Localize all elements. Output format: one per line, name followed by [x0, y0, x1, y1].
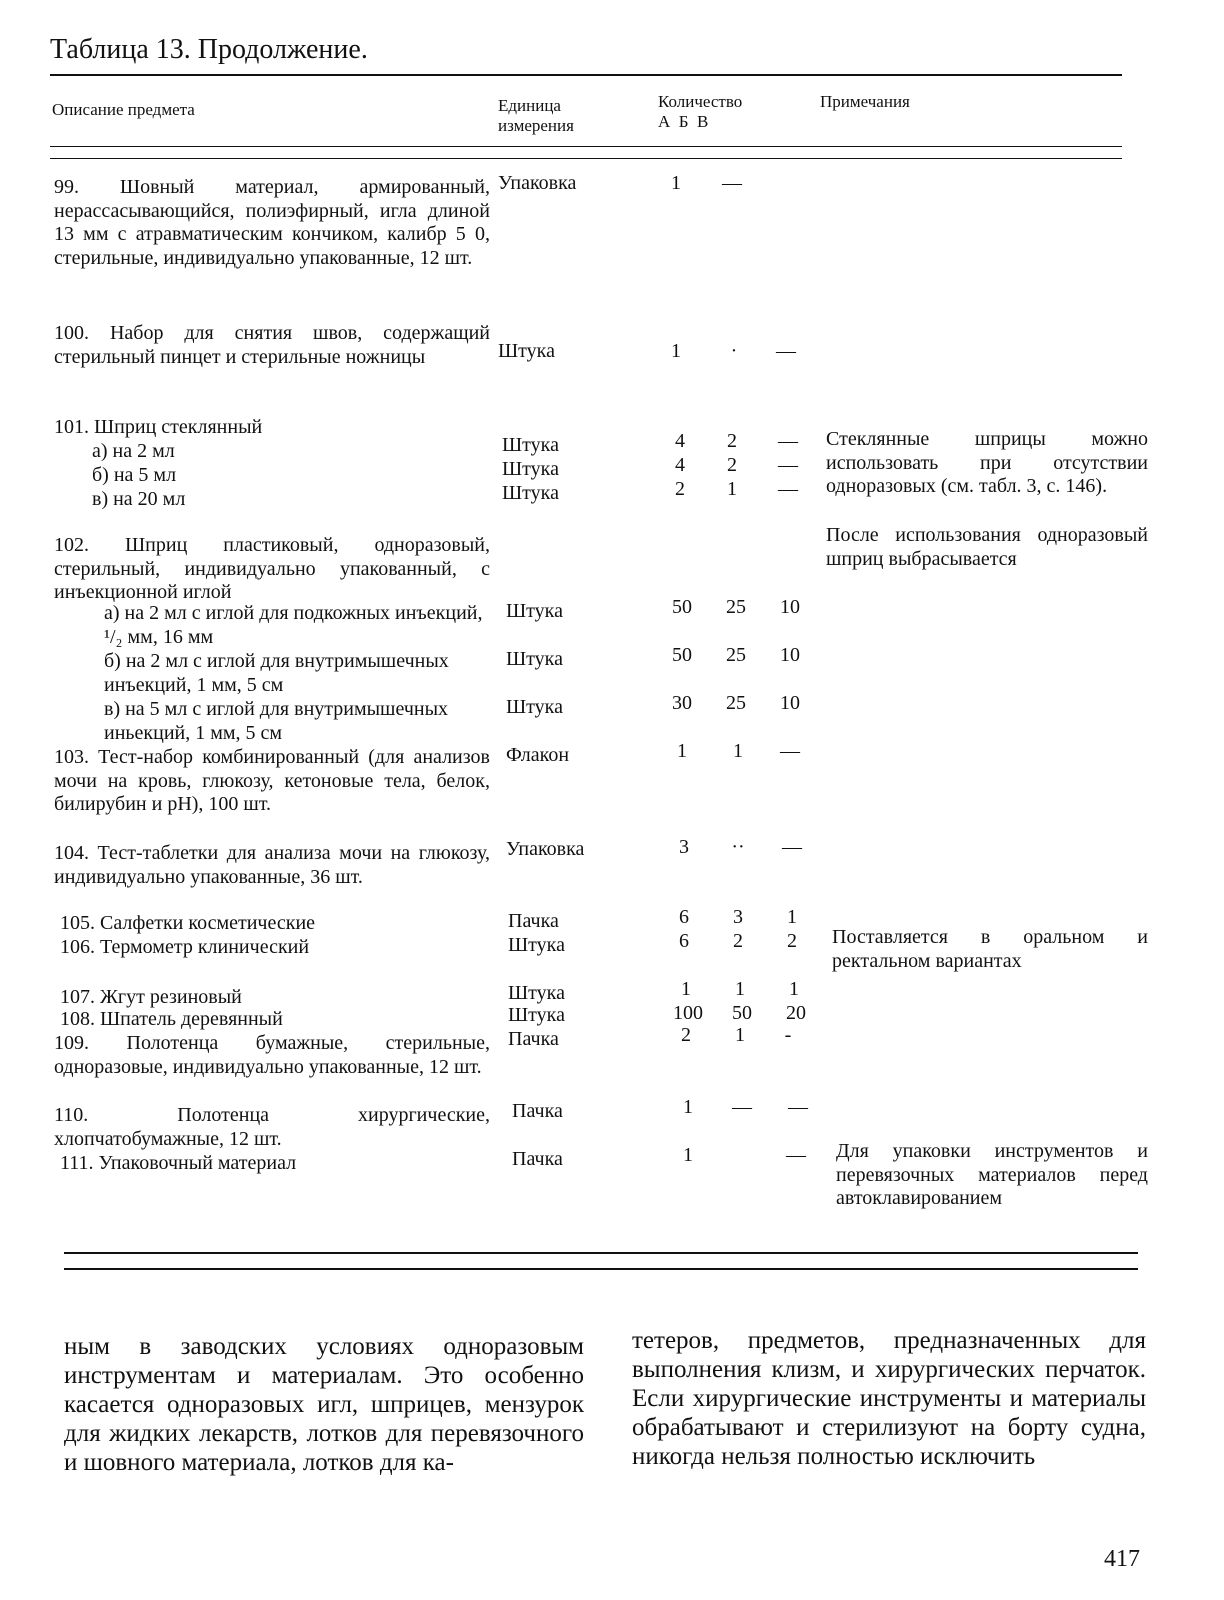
table-subrow-desc: а) на 2 мл	[92, 440, 175, 462]
qty-c: —	[786, 1144, 806, 1166]
table-title: Таблица 13. Продолжение.	[50, 34, 368, 65]
table-row-desc: 107. Жгут резиновый	[60, 986, 242, 1008]
table-row-unit: Флакон	[506, 744, 570, 766]
qty-c: -	[784, 1024, 792, 1046]
qty-c: —	[782, 836, 802, 858]
qty-a: 4	[675, 430, 685, 452]
table-row-unit: Штука	[506, 600, 563, 622]
qty-a: 50	[672, 644, 692, 666]
table-row-unit: Штука	[508, 934, 565, 956]
table-row-desc: 104. Тест-таблетки для анализа мочи на глюкозу, индивидуально упакованные, 36 шт.	[54, 842, 490, 888]
qty-b: 2	[727, 454, 737, 476]
note-thermometer: Поставляется в оральном и ректальном вариантах	[832, 926, 1148, 972]
header-rule-top	[50, 146, 1122, 147]
body-text-left-column: ным в заводских условиях одноразовым инструментам и материалам. Это особенно касается одноразовых игл, шприцев, мензурок для жидких лекарств, лотков для перевязочного и шовного материала, лотков для ка-	[64, 1333, 584, 1476]
table-row-unit: Пачка	[512, 1148, 563, 1170]
qty-a: 3	[679, 836, 689, 858]
table-row-unit: Штука	[508, 982, 565, 1004]
header-rule-bottom	[50, 158, 1122, 159]
qty-b: 2	[727, 430, 737, 452]
qty-a: 100	[673, 1002, 703, 1024]
qty-c: —	[780, 740, 800, 762]
qty-b: ··	[731, 836, 745, 858]
table-bottom-rule-1	[64, 1252, 1138, 1254]
table-subrow-desc: б) на 5 мл	[92, 464, 177, 486]
table-row-desc: 102. Шприц пластиковый, одноразовый, стерильный, индивидуально упакованный, с инъекционной иглой	[54, 534, 490, 603]
table-row-unit: Штука	[502, 482, 559, 504]
qty-a: 1	[677, 740, 687, 762]
qty-a: 6	[679, 906, 689, 928]
qty-c: 1	[789, 978, 799, 1000]
qty-a: 1	[671, 340, 681, 362]
table-row-unit: Пачка	[512, 1100, 563, 1122]
qty-b: 2	[733, 930, 743, 952]
table-subrow-desc: в) на 20 мл	[92, 488, 186, 510]
qty-c: 1	[787, 906, 797, 928]
qty-a: 2	[675, 478, 685, 500]
table-row-unit: Упаковка	[498, 172, 577, 194]
table-row-desc: 106. Термометр клинический	[60, 936, 310, 958]
qty-b: 25	[726, 596, 746, 618]
note-disposable-syringe: После использования одноразовый шприц выбрасывается	[826, 524, 1148, 570]
qty-a: 2	[681, 1024, 691, 1046]
table-row-desc: 99. Шовный материал, армированный, нерассасывающийся, полиэфирный, игла длиной 13 мм с атравматическим кончиком, калибр 5 0, стерильные, индивидуально упакованные, 12 шт.	[54, 176, 490, 269]
qty-b: 1	[727, 478, 737, 500]
table-row-unit: Штука	[502, 458, 559, 480]
table-row-unit: Штука	[498, 340, 555, 362]
qty-b: —	[732, 1096, 752, 1118]
table-row-desc: 109. Полотенца бумажные, стерильные, одноразовые, индивидуально упакованные, 12 шт.	[54, 1032, 490, 1078]
table-row-unit: Штука	[506, 648, 563, 670]
table-row-unit: Штука	[506, 696, 563, 718]
table-subrow-desc: в) на 5 мл с иглой для внутримышечных иньекций, 1 мм, 5 см	[104, 698, 449, 744]
table-row-unit: Упаковка	[506, 838, 585, 860]
table-row-unit: Штука	[502, 434, 559, 456]
qty-c: 10	[780, 596, 800, 618]
qty-b: 3	[733, 906, 743, 928]
qty-c: —	[778, 478, 798, 500]
qty-a: 4	[675, 454, 685, 476]
qty-a: 1	[671, 172, 681, 194]
table-subrow-desc: а) на 2 мл с иглой для подкожных инъекций, ¹/₂ мм, 16 мм	[104, 602, 483, 648]
qty-a: 1	[683, 1144, 693, 1166]
qty-c: —	[778, 454, 798, 476]
table-row-desc: 101. Шприц стеклянный	[54, 416, 263, 438]
qty-c: 10	[780, 692, 800, 714]
header-quantity: Количество А Б В	[658, 92, 743, 131]
qty-b: 25	[726, 644, 746, 666]
table-row-desc: 105. Салфетки косметические	[60, 912, 316, 934]
qty-b: 25	[726, 692, 746, 714]
body-text-right-column: тетеров, предметов, предназначенных для выполнения клизм, и хирургических перчаток. Если хирургические инструменты и материалы обрабатывают и стерилизуют на борту судна, никогда нельзя полностью исключить	[632, 1327, 1146, 1470]
qty-b: 1	[735, 1024, 745, 1046]
header-description: Описание предмета	[52, 100, 195, 119]
qty-b: —	[722, 172, 742, 194]
qty-c: —	[788, 1096, 808, 1118]
table-bottom-rule-2	[64, 1268, 1138, 1270]
header-unit: Единица измерения	[498, 96, 574, 135]
table-row-desc: 110. Полотенца хирургические, хлопчатобумажные, 12 шт.	[54, 1104, 490, 1150]
table-row-desc: 100. Набор для снятия швов, содержащий стерильный пинцет и стерильные ножницы	[54, 322, 490, 368]
qty-a: 6	[679, 930, 689, 952]
note-packing-material: Для упаковки инструментов и перевязочных материалов перед автоклавированием	[836, 1140, 1148, 1209]
header-notes: Примечания	[820, 92, 910, 111]
table-subrow-desc: б) на 2 мл с иглой для внутримышечных инъекций, 1 мм, 5 см	[104, 650, 449, 696]
table-row-unit: Пачка	[508, 910, 559, 932]
qty-b: ·	[730, 340, 738, 362]
page-number: 417	[1104, 1546, 1140, 1572]
qty-b: 1	[733, 740, 743, 762]
qty-c: 10	[780, 644, 800, 666]
table-row-unit: Штука	[508, 1004, 565, 1026]
qty-c: 2	[787, 930, 797, 952]
table-row-desc: 103. Тест-набор комбинированный (для анализов мочи на кровь, глюкозу, кетоновые тела, белок, билирубин и pH), 100 шт.	[54, 746, 490, 815]
table-row-unit: Пачка	[508, 1028, 559, 1050]
table-row-desc: 108. Шпатель деревянный	[60, 1008, 283, 1030]
table-row-desc: 111. Упаковочный материал	[60, 1152, 297, 1174]
qty-c: —	[776, 340, 796, 362]
qty-a: 1	[683, 1096, 693, 1118]
qty-a: 30	[672, 692, 692, 714]
qty-c: 20	[786, 1002, 806, 1024]
qty-c: —	[778, 430, 798, 452]
qty-b: 1	[735, 978, 745, 1000]
qty-a: 50	[672, 596, 692, 618]
qty-b: 50	[732, 1002, 752, 1024]
top-rule	[50, 74, 1122, 76]
note-glass-syringes: Стеклянные шприцы можно использовать при отсутствии одноразовых (см. табл. 3, с. 146).	[826, 428, 1148, 497]
qty-a: 1	[681, 978, 691, 1000]
